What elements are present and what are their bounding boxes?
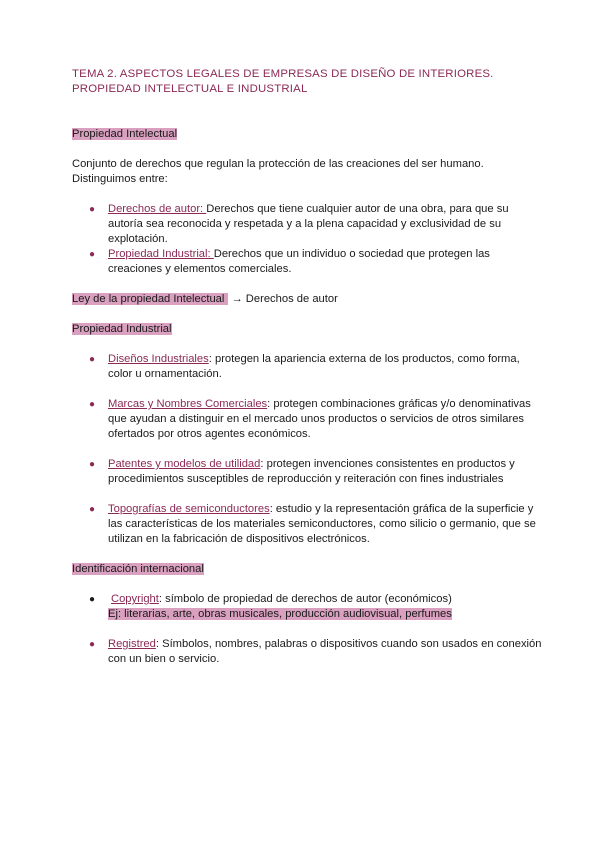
section-heading-industrial: Propiedad Industrial	[72, 323, 172, 335]
bullet-icon: ●	[89, 639, 96, 650]
list-internacional	[72, 592, 542, 667]
list-item	[72, 397, 542, 442]
bullet-icon: ●	[89, 504, 96, 515]
ley-line	[72, 292, 542, 307]
list-item	[72, 592, 542, 622]
list-item	[72, 637, 542, 667]
item-text: Derechos que tiene cualquier autor de una obra, para que su autoría sea reconocida y respetada y a la plena capacidad y exclusividad de su explotación.	[108, 203, 509, 245]
bullet-icon: ●	[89, 459, 96, 470]
bullet-icon: ●	[89, 354, 96, 365]
bullet-icon: ●	[89, 204, 96, 215]
document-page	[72, 67, 542, 667]
bullet-icon: ●	[89, 399, 96, 410]
list-item	[72, 502, 542, 547]
term-topografias[interactable]: Topografías de semiconductores	[108, 503, 270, 515]
list-item	[72, 352, 542, 382]
copyright-example: Ej: literarias, arte, obras musicales, producción audiovisual, perfumes	[108, 608, 452, 620]
term-derechos-autor[interactable]: Derechos de autor:	[108, 203, 207, 215]
intro-paragraph: Conjunto de derechos que regulan la protección de las creaciones del ser humano. Distinguimos entre:	[72, 158, 484, 185]
section-heading-intelectual: Propiedad Intelectual	[72, 128, 178, 140]
title-line-1: TEMA 2. ASPECTOS LEGALES DE EMPRESAS DE DISEÑO DE INTERIORES.	[72, 68, 494, 80]
ley-text: Derechos de autor	[245, 293, 338, 305]
list-intelectual	[72, 202, 542, 277]
item-text: Derechos que un individuo o sociedad que protegen las creaciones y elementos comerciales.	[108, 248, 490, 275]
document-title	[72, 67, 542, 97]
bullet-icon: ●	[89, 594, 96, 605]
term-disenos[interactable]: Diseños Industriales	[108, 353, 209, 365]
item-text: : Símbolos, nombres, palabras o dispositivos cuando son usados en conexión con un bien o servicio.	[108, 638, 542, 665]
list-industrial	[72, 352, 542, 547]
item-text: : símbolo de propiedad de derechos de autor (económicos)	[158, 593, 452, 605]
ley-highlight: Ley de la propiedad Intelectual	[72, 293, 228, 305]
list-item	[72, 247, 542, 277]
item-text: : protegen invenciones consistentes en productos y procedimientos susceptibles de reproducción y reiteración con fines industriales	[108, 458, 515, 485]
term-propiedad-industrial[interactable]: Propiedad Industrial:	[108, 248, 214, 260]
item-text: : estudio y la representación gráfica de la superficie y las características de los materiales semiconductores, como silicio o germanio, que se utilizan en la fabricación de dispositivos electrónicos.	[108, 503, 536, 545]
term-registred[interactable]: Registred	[108, 638, 156, 650]
item-text: : protegen combinaciones gráficas y/o denominativas que ayudan a distinguir en el mercado unos productos o servicios de otros similares ofertados por otros agentes económicos.	[108, 398, 531, 440]
arrow-icon: →	[231, 293, 243, 305]
list-item	[72, 202, 542, 247]
title-line-2: PROPIEDAD INTELECTUAL E INDUSTRIAL	[72, 83, 308, 95]
term-copyright[interactable]: Copyright	[111, 593, 159, 605]
term-marcas[interactable]: Marcas y Nombres Comerciales	[108, 398, 268, 410]
section-heading-internacional: Identificación internacional	[72, 563, 204, 575]
term-patentes[interactable]: Patentes y modelos de utilidad	[108, 458, 261, 470]
list-item	[72, 457, 542, 487]
item-text: : protegen la apariencia externa de los productos, como forma, color u ornamentación.	[108, 353, 520, 380]
bullet-icon: ●	[89, 249, 96, 260]
